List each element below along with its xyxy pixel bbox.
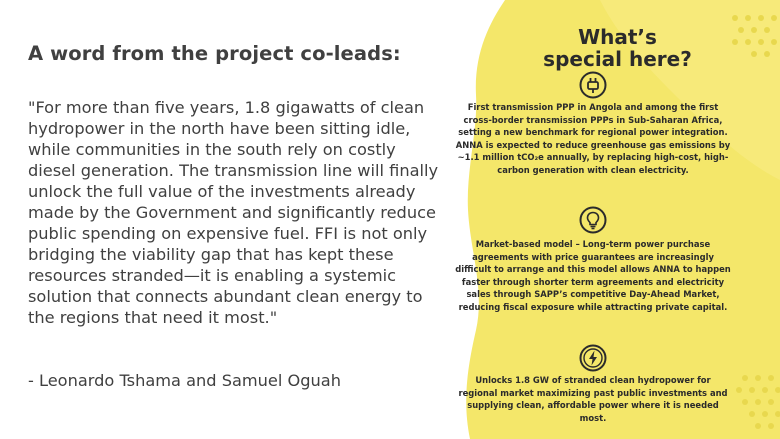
special-panel: [455, 0, 780, 439]
special-title-line1: What’s: [578, 25, 657, 49]
lightning-bolt-icon: [579, 344, 607, 372]
special-item-text: Unlocks 1.8 GW of stranded clean hydropower for regional market maximizing past public investments and supplying clean, affordable power where it is needed most.: [458, 375, 728, 423]
quote-text: "For more than five years, 1.8 gigawatts of clean hydropower in the north have been sitting idle, while communities in the south rely on costly diesel generation. The transmission line will finally unlock the full value of the investments already made by the Government and significantly reduce public spending on expensive fuel. FFI is not only bridging the viability gap that has kept these resources stranded—it is enabling a systemic solution that connects abundant clean energy to the regions that need it most.": [28, 98, 439, 327]
special-item-text: First transmission PPP in Angola and among the first cross-border transmission PPPs in Sub-Saharan Africa, setting a new benchmark for regional power integration. ANNA is expected to reduce greenhouse gas emissions by ~1.1 million tCO₂e annually, by replacing high-cost, high-carbon generation with clean electricity.: [455, 102, 731, 175]
special-title: [455, 26, 780, 70]
special-title-line2: special here?: [543, 47, 692, 71]
quote-section: [28, 0, 448, 439]
quote-author: - Leonardo Tshama and Samuel Oguah: [28, 371, 341, 390]
special-item-text: Market-based model – Long-term power purchase agreements with price guarantees are increasingly difficult to arrange and this model allows ANNA to happen faster through shorter term agreements and electricity sales through SAPP’s competitive Day-Ahead Market, reducing fiscal exposure while attracting private capital.: [455, 239, 731, 312]
lightbulb-icon: [579, 206, 607, 234]
section-heading: A word from the project co-leads:: [28, 42, 401, 65]
power-plug-icon: [579, 71, 607, 99]
